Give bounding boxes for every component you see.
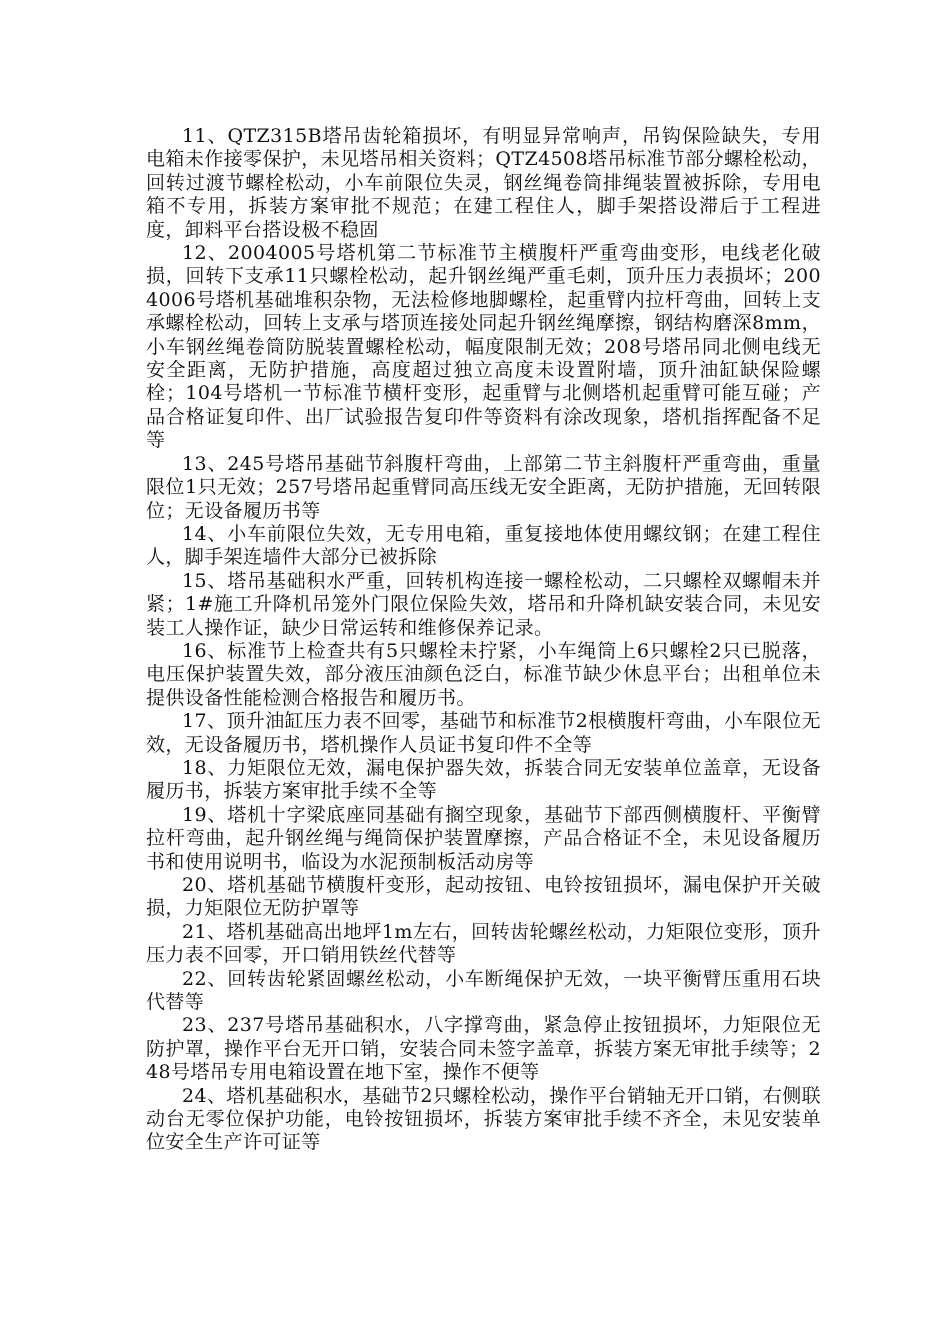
paragraph-item-24: 24、塔机基础积水，基础节2只螺栓松动，操作平台销轴无开口销，右侧联动台无零位保护功能，电铃按钮损坏，拆装方案审批手续不齐全，未见安装单位安全生产许可证等: [146, 1084, 821, 1154]
paragraph-item-22: 22、回转齿轮紧固螺丝松动，小车断绳保护无效，一块平衡臂压重用石块代替等: [146, 967, 821, 1014]
paragraph-item-15: 15、塔吊基础积水严重，回转机构连接一螺栓松动，二只螺栓双螺帽未并紧；1#施工升降机吊笼外门限位保险失效，塔吊和升降机缺安装合同，未见安装工人操作证，缺少日常运转和维修保养记录。: [146, 569, 821, 639]
paragraph-item-18: 18、力矩限位无效，漏电保护器失效，拆装合同无安装单位盖章，无设备履历书，拆装方案审批手续不全等: [146, 756, 821, 803]
paragraph-item-19: 19、塔机十字梁底座同基础有搁空现象，基础节下部西侧横腹杆、平衡臂拉杆弯曲，起升钢丝绳与绳筒保护装置摩擦，产品合格证不全，未见设备履历书和使用说明书，临设为水泥预制板活动房等: [146, 803, 821, 873]
paragraph-item-16: 16、标准节上检查共有5只螺栓未拧紧，小车绳筒上6只螺栓2只已脱落，电压保护装置失效，部分液压油颜色泛白，标准节缺少休息平台；出租单位未提供设备性能检测合格报告和履历书。: [146, 639, 821, 709]
paragraph-item-21: 21、塔机基础高出地坪1m左右，回转齿轮螺丝松动，力矩限位变形，顶升压力表不回零，开口销用铁丝代替等: [146, 920, 821, 967]
paragraph-item-14: 14、小车前限位失效，无专用电箱，重复接地体使用螺纹钢；在建工程住人，脚手架连墙件大部分已被拆除: [146, 522, 821, 569]
paragraph-item-23: 23、237号塔吊基础积水，八字撑弯曲，紧急停止按钮损坏，力矩限位无防护罩，操作平台无开口销，安装合同未签字盖章，拆装方案无审批手续等；248号塔吊专用电箱设置在地下室，操作不便等: [146, 1014, 821, 1084]
paragraph-item-17: 17、顶升油缸压力表不回零，基础节和标准节2根横腹杆弯曲，小车限位无效，无设备履历书，塔机操作人员证书复印件不全等: [146, 710, 821, 756]
paragraph-item-12: 12、2004005号塔机第二节标准节主横腹杆严重弯曲变形，电线老化破损，回转下支承11只螺栓松动，起升钢丝绳严重毛刺，顶升压力表损坏；2004006号塔机基础堆积杂物，无法检修地脚螺栓，起重臂内拉杆弯曲，回转上支承螺栓松动，回转上支承与塔顶连接处同起升钢丝绳摩擦，钢结构磨深8mm，小车钢丝绳卷筒防脱装置螺栓松动，幅度限制无效；208号塔吊同北侧电线无安全距离，无防护措施，高度超过独立高度未设置附墙，顶升油缸缺保险螺栓；104号塔机一节标准节横杆变形，起重臂与北侧塔机起重臂可能互碰；产品合格证复印件、出厂试验报告复印件等资料有涂改现象，塔机指挥配备不足等: [146, 242, 821, 452]
paragraph-item-20: 20、塔机基础节横腹杆变形，起动按钮、电铃按钮损坏，漏电保护开关破损，力矩限位无防护罩等: [146, 874, 821, 920]
document-body: [146, 125, 821, 1155]
paragraph-item-13: 13、245号塔吊基础节斜腹杆弯曲，上部第二节主斜腹杆严重弯曲，重量限位1只无效；257号塔吊起重臂同高压线无安全距离，无防护措施，无回转限位；无设备履历书等: [146, 452, 821, 522]
paragraph-item-11: 11、QTZ315B塔吊齿轮箱损坏，有明显异常响声，吊钩保险缺失，专用电箱未作接零保护，未见塔吊相关资料；QTZ4508塔吊标准节部分螺栓松动，回转过渡节螺栓松动，小车前限位失灵，钢丝绳卷筒排绳装置被拆除，专用电箱不专用，拆装方案审批不规范；在建工程住人，脚手架搭设滞后于工程进度，卸料平台搭设极不稳固: [146, 125, 821, 241]
